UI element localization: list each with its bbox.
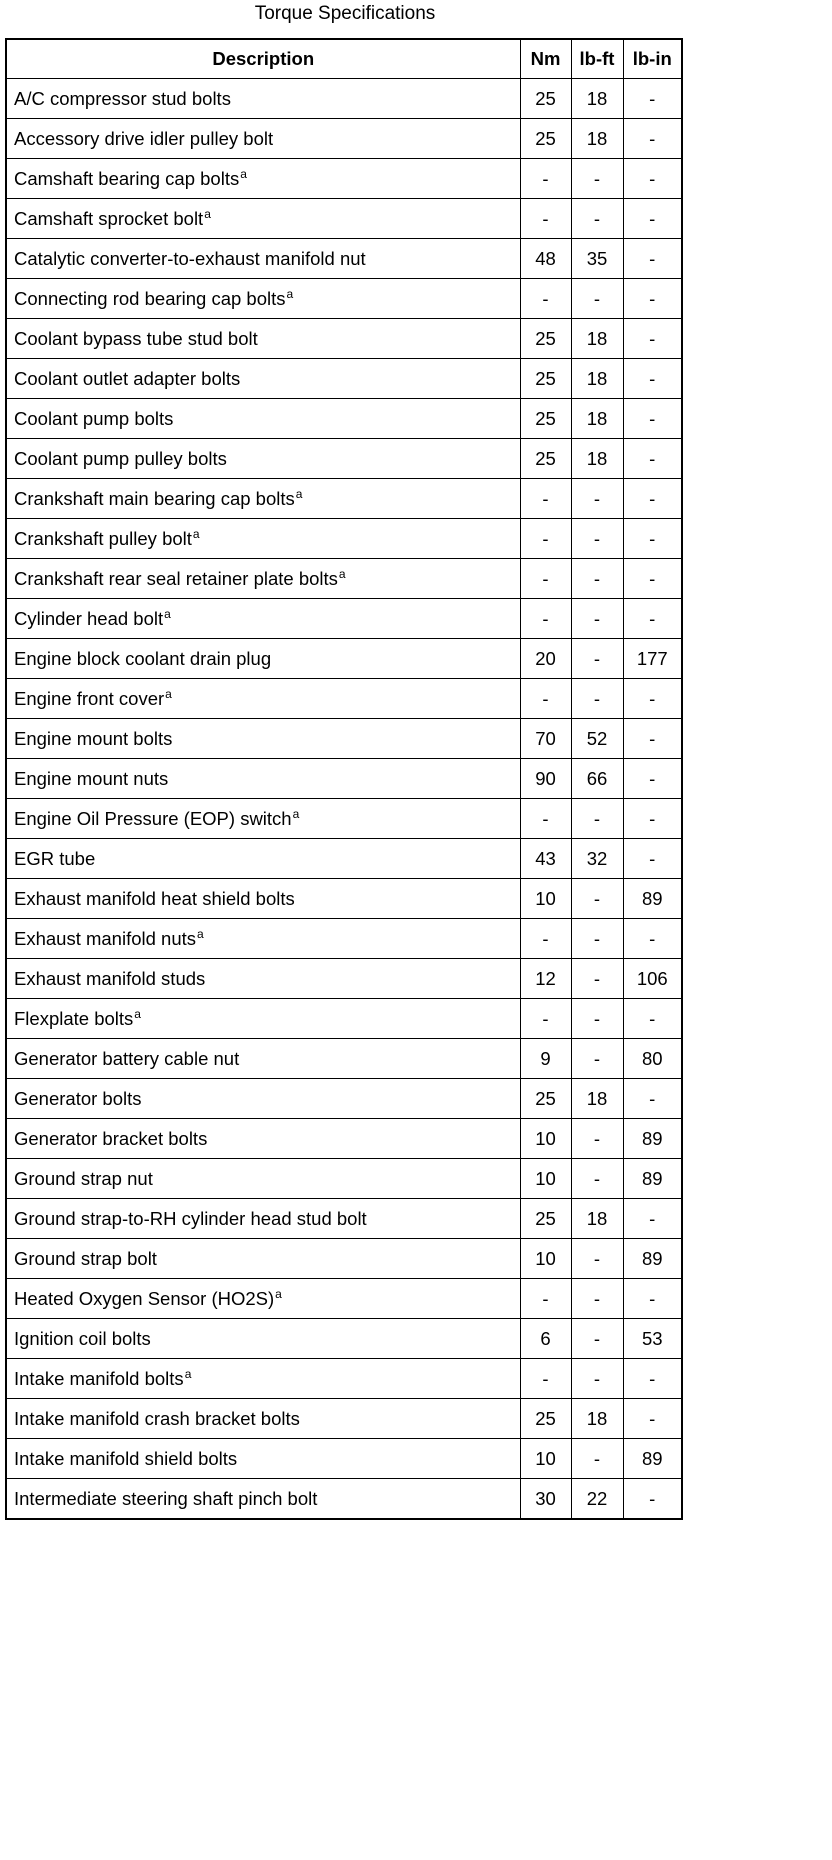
footnote-marker: a <box>192 527 200 541</box>
nm-cell: 25 <box>520 1399 571 1439</box>
table-row <box>6 999 682 1039</box>
table-row <box>6 1079 682 1119</box>
description-cell <box>6 479 520 519</box>
lbft-cell: - <box>571 1439 623 1479</box>
description-text: Ground strap bolt <box>14 1247 157 1269</box>
nm-cell: - <box>520 679 571 719</box>
nm-cell: 25 <box>520 439 571 479</box>
lbft-cell: - <box>571 519 623 559</box>
lbin-cell: 177 <box>623 639 682 679</box>
lbin-cell: 89 <box>623 879 682 919</box>
lbin-cell: - <box>623 719 682 759</box>
description-cell <box>6 1439 520 1479</box>
description-cell <box>6 799 520 839</box>
lbft-cell: - <box>571 919 623 959</box>
header-nm: Nm <box>520 39 571 79</box>
lbft-cell: - <box>571 799 623 839</box>
lbin-cell: - <box>623 839 682 879</box>
description-cell <box>6 999 520 1039</box>
table-row <box>6 639 682 679</box>
description-cell <box>6 1319 520 1359</box>
nm-cell: 90 <box>520 759 571 799</box>
lbin-cell: - <box>623 159 682 199</box>
description-cell <box>6 679 520 719</box>
description-text: Crankshaft pulley bolt <box>14 528 192 549</box>
description-text: Exhaust manifold nuts <box>14 928 197 949</box>
table-row <box>6 1039 682 1079</box>
lbft-cell: 18 <box>571 79 623 119</box>
lbft-cell: 18 <box>571 1399 623 1439</box>
lbft-cell: - <box>571 1039 623 1079</box>
description-text: Crankshaft main bearing cap bolts <box>14 488 295 509</box>
lbin-cell: - <box>623 119 682 159</box>
description-cell <box>6 839 520 879</box>
description-cell <box>6 559 520 599</box>
torque-spec-table <box>5 38 683 1520</box>
description-text: Engine front cover <box>14 688 165 709</box>
footnote-marker: a <box>292 807 300 821</box>
nm-cell: 10 <box>520 1159 571 1199</box>
description-text: Crankshaft rear seal retainer plate bolts <box>14 568 338 589</box>
lbft-cell: - <box>571 1319 623 1359</box>
table-row <box>6 439 682 479</box>
description-text: Ignition coil bolts <box>14 1327 151 1349</box>
footnote-marker: a <box>164 607 171 621</box>
table-row <box>6 519 682 559</box>
lbin-cell: - <box>623 79 682 119</box>
lbft-cell: - <box>571 279 623 319</box>
description-text: Generator bracket bolts <box>14 1127 208 1149</box>
description-cell <box>6 159 520 199</box>
lbin-cell: 80 <box>623 1039 682 1079</box>
lbft-cell: 18 <box>571 1079 623 1119</box>
nm-cell: - <box>520 479 571 519</box>
description-cell <box>6 1359 520 1399</box>
table-row <box>6 1399 682 1439</box>
lbin-cell: - <box>623 199 682 239</box>
description-cell <box>6 759 520 799</box>
table-row <box>6 159 682 199</box>
nm-cell: - <box>520 999 571 1039</box>
description-text: Heated Oxygen Sensor (HO2S) <box>14 1288 275 1309</box>
nm-cell: 10 <box>520 1239 571 1279</box>
nm-cell: 10 <box>520 879 571 919</box>
lbin-cell: - <box>623 1359 682 1399</box>
description-text: Accessory drive idler pulley bolt <box>14 127 274 149</box>
nm-cell: - <box>520 159 571 199</box>
lbin-cell: - <box>623 559 682 599</box>
table-row <box>6 199 682 239</box>
description-cell <box>6 919 520 959</box>
description-cell <box>6 359 520 399</box>
table-row <box>6 559 682 599</box>
lbin-cell: 89 <box>623 1159 682 1199</box>
table-row <box>6 599 682 639</box>
lbin-cell: - <box>623 359 682 399</box>
lbft-cell: - <box>571 1119 623 1159</box>
lbin-cell: - <box>623 919 682 959</box>
table-row <box>6 959 682 999</box>
lbin-cell: - <box>623 759 682 799</box>
description-text: Generator bolts <box>14 1087 142 1109</box>
table-row <box>6 399 682 439</box>
footnote-marker: a <box>197 927 204 941</box>
table-row <box>6 1239 682 1279</box>
description-text: Engine block coolant drain plug <box>14 647 272 669</box>
lbin-cell: 89 <box>623 1119 682 1159</box>
nm-cell: 30 <box>520 1479 571 1520</box>
description-text: Generator battery cable nut <box>14 1047 240 1069</box>
nm-cell: - <box>520 559 571 599</box>
table-row <box>6 1479 682 1520</box>
description-text: Catalytic converter-to-exhaust manifold nut <box>14 247 366 269</box>
footnote-marker: a <box>286 287 294 301</box>
description-text: Coolant pump pulley bolts <box>14 447 227 469</box>
description-text: A/C compressor stud bolts <box>14 87 231 109</box>
lbft-cell: 22 <box>571 1479 623 1520</box>
table-row <box>6 679 682 719</box>
table-row <box>6 1439 682 1479</box>
description-cell <box>6 879 520 919</box>
lbin-cell: - <box>623 999 682 1039</box>
table-row <box>6 79 682 119</box>
description-cell <box>6 1239 520 1279</box>
nm-cell: - <box>520 599 571 639</box>
description-text: EGR tube <box>14 847 96 869</box>
table-row <box>6 879 682 919</box>
lbin-cell: 89 <box>623 1439 682 1479</box>
lbft-cell: - <box>571 879 623 919</box>
nm-cell: - <box>520 519 571 559</box>
nm-cell: - <box>520 1279 571 1319</box>
description-text: Cylinder head bolt <box>14 608 164 629</box>
nm-cell: 25 <box>520 359 571 399</box>
lbft-cell: 18 <box>571 399 623 439</box>
lbft-cell: - <box>571 999 623 1039</box>
table-row <box>6 719 682 759</box>
lbin-cell: 89 <box>623 1239 682 1279</box>
lbft-cell: - <box>571 199 623 239</box>
lbin-cell: - <box>623 799 682 839</box>
nm-cell: 43 <box>520 839 571 879</box>
description-cell <box>6 1159 520 1199</box>
table-row <box>6 759 682 799</box>
lbft-cell: - <box>571 639 623 679</box>
lbin-cell: 106 <box>623 959 682 999</box>
lbin-cell: - <box>623 1279 682 1319</box>
lbin-cell: - <box>623 399 682 439</box>
table-row <box>6 1159 682 1199</box>
description-text: Engine mount bolts <box>14 727 173 749</box>
lbft-cell: 18 <box>571 319 623 359</box>
lbin-cell: 53 <box>623 1319 682 1359</box>
description-cell <box>6 319 520 359</box>
lbin-cell: - <box>623 319 682 359</box>
description-cell <box>6 519 520 559</box>
description-cell <box>6 1119 520 1159</box>
table-row <box>6 319 682 359</box>
description-cell <box>6 1279 520 1319</box>
description-text: Intake manifold shield bolts <box>14 1447 238 1469</box>
lbft-cell: - <box>571 679 623 719</box>
footnote-marker: a <box>240 167 247 181</box>
lbin-cell: - <box>623 1479 682 1520</box>
description-cell <box>6 719 520 759</box>
lbft-cell: - <box>571 479 623 519</box>
nm-cell: 70 <box>520 719 571 759</box>
footnote-marker: a <box>165 687 172 701</box>
description-cell <box>6 1199 520 1239</box>
description-cell <box>6 1479 520 1520</box>
table-row <box>6 239 682 279</box>
description-cell <box>6 439 520 479</box>
lbin-cell: - <box>623 479 682 519</box>
description-text: Ground strap-to-RH cylinder head stud bolt <box>14 1207 367 1229</box>
description-cell <box>6 119 520 159</box>
nm-cell: 25 <box>520 399 571 439</box>
description-cell <box>6 79 520 119</box>
description-text: Flexplate bolts <box>14 1008 134 1029</box>
nm-cell: 12 <box>520 959 571 999</box>
table-row <box>6 1319 682 1359</box>
description-cell <box>6 399 520 439</box>
lbft-cell: 18 <box>571 359 623 399</box>
header-row <box>6 39 682 79</box>
nm-cell: 9 <box>520 1039 571 1079</box>
lbft-cell: 32 <box>571 839 623 879</box>
lbin-cell: - <box>623 239 682 279</box>
nm-cell: 48 <box>520 239 571 279</box>
description-cell <box>6 199 520 239</box>
table-body <box>6 79 682 1520</box>
page-title: Torque Specifications <box>254 3 436 24</box>
lbft-cell: 35 <box>571 239 623 279</box>
description-text: Intake manifold bolts <box>14 1368 184 1389</box>
lbft-cell: 18 <box>571 1199 623 1239</box>
nm-cell: - <box>520 1359 571 1399</box>
nm-cell: 10 <box>520 1119 571 1159</box>
header-description: Description <box>6 39 520 79</box>
nm-cell: 25 <box>520 319 571 359</box>
nm-cell: 10 <box>520 1439 571 1479</box>
nm-cell: 25 <box>520 1079 571 1119</box>
description-text: Coolant pump bolts <box>14 407 174 429</box>
lbft-cell: 52 <box>571 719 623 759</box>
description-cell <box>6 279 520 319</box>
table-row <box>6 1199 682 1239</box>
lbft-cell: - <box>571 1279 623 1319</box>
description-text: Engine mount nuts <box>14 767 169 789</box>
lbin-cell: - <box>623 279 682 319</box>
table-row <box>6 359 682 399</box>
lbft-cell: - <box>571 159 623 199</box>
table-row <box>6 839 682 879</box>
lbft-cell: - <box>571 1239 623 1279</box>
description-text: Coolant bypass tube stud bolt <box>14 327 258 349</box>
lbft-cell: - <box>571 1359 623 1399</box>
lbin-cell: - <box>623 599 682 639</box>
table-row <box>6 479 682 519</box>
description-text: Camshaft sprocket bolt <box>14 208 204 229</box>
lbin-cell: - <box>623 1079 682 1119</box>
nm-cell: 25 <box>520 1199 571 1239</box>
lbft-cell: 18 <box>571 119 623 159</box>
nm-cell: - <box>520 799 571 839</box>
lbin-cell: - <box>623 679 682 719</box>
lbin-cell: - <box>623 439 682 479</box>
footnote-marker: a <box>275 1287 282 1301</box>
description-cell <box>6 639 520 679</box>
lbin-cell: - <box>623 1199 682 1239</box>
description-cell <box>6 1399 520 1439</box>
lbft-cell: - <box>571 599 623 639</box>
description-text: Camshaft bearing cap bolts <box>14 168 240 189</box>
nm-cell: - <box>520 279 571 319</box>
nm-cell: 25 <box>520 119 571 159</box>
nm-cell: - <box>520 199 571 239</box>
description-cell <box>6 599 520 639</box>
header-lbin: lb-in <box>623 39 682 79</box>
lbft-cell: - <box>571 1159 623 1199</box>
lbin-cell: - <box>623 1399 682 1439</box>
description-cell <box>6 1079 520 1119</box>
nm-cell: 25 <box>520 79 571 119</box>
nm-cell: 6 <box>520 1319 571 1359</box>
lbft-cell: 66 <box>571 759 623 799</box>
description-text: Exhaust manifold studs <box>14 967 206 989</box>
table-row <box>6 1359 682 1399</box>
description-text: Exhaust manifold heat shield bolts <box>14 887 295 909</box>
description-text: Coolant outlet adapter bolts <box>14 367 241 389</box>
footnote-marker: a <box>338 567 346 581</box>
description-cell <box>6 959 520 999</box>
table-row <box>6 799 682 839</box>
nm-cell: - <box>520 919 571 959</box>
lbft-cell: - <box>571 559 623 599</box>
lbft-cell: 18 <box>571 439 623 479</box>
description-text: Connecting rod bearing cap bolts <box>14 288 286 309</box>
lbft-cell: - <box>571 959 623 999</box>
description-text: Intake manifold crash bracket bolts <box>14 1407 300 1429</box>
footnote-marker: a <box>184 1367 192 1381</box>
description-text: Ground strap nut <box>14 1167 153 1189</box>
table-row <box>6 1279 682 1319</box>
description-cell <box>6 239 520 279</box>
table-row <box>6 1119 682 1159</box>
footnote-marker: a <box>134 1007 141 1021</box>
table-row <box>6 919 682 959</box>
nm-cell: 20 <box>520 639 571 679</box>
footnote-marker: a <box>295 487 303 501</box>
table-row <box>6 279 682 319</box>
footnote-marker: a <box>204 207 211 221</box>
description-cell <box>6 1039 520 1079</box>
description-text: Engine Oil Pressure (EOP) switch <box>14 808 292 829</box>
header-lbft: lb-ft <box>571 39 623 79</box>
table-row <box>6 119 682 159</box>
lbin-cell: - <box>623 519 682 559</box>
description-text: Intermediate steering shaft pinch bolt <box>14 1487 318 1509</box>
